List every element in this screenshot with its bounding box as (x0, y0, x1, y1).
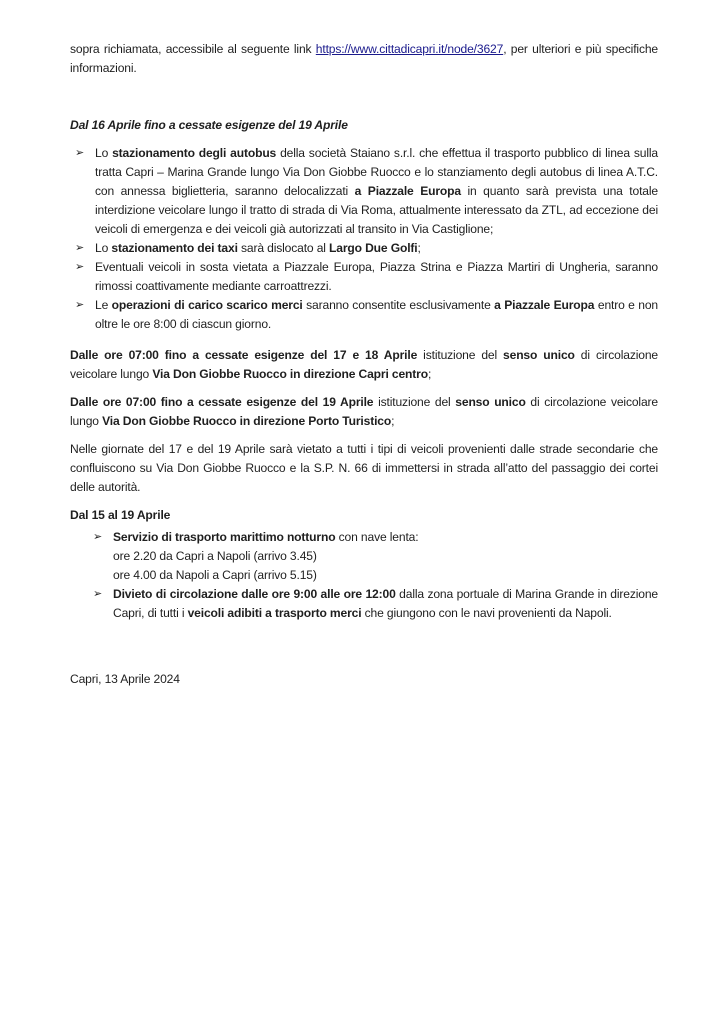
para-bold: senso unico (503, 348, 575, 362)
list-item-bus-parking (70, 144, 658, 239)
list-item-taxi-parking (70, 239, 658, 258)
item-text: Le (95, 298, 112, 312)
item-text: Lo (95, 241, 112, 255)
arrow-bullet-icon: ➢ (75, 261, 85, 273)
item-text: Eventuali veicoli in sosta vietata a Piazzale Europa, Piazza Strina e Piazza Martiri di Ungheria, saranno rimossi coattivamente mediante carroattrezzi. (95, 260, 658, 293)
item-text: ; (417, 241, 421, 255)
para-text: di circolazione veicolare lungo (70, 348, 658, 381)
para-text: ; (391, 414, 395, 428)
section-heading-16-19-april: Dal 16 Aprile fino a cessate esigenze del 19 Aprile (70, 118, 348, 132)
para-bold: Via Don Giobbe Ruocco in direzione Capri centro (152, 367, 428, 381)
item-bold: stazionamento degli autobus (112, 146, 277, 160)
intro-paragraph (70, 40, 658, 78)
para-text: ; (427, 367, 432, 381)
para-bold: senso unico (455, 395, 526, 409)
item-bold: stazionamento dei taxi (111, 241, 238, 255)
item-text: in quanto sarà prevista una totale interdizione veicolare lungo il tratto di strada di Via Roma, attualmente interessato da ZTL, ad eccezione dei veicoli di emergenza e dei veicoli già autorizzati al transito in Via Castiglione; (95, 184, 658, 236)
item-text: con nave lenta: (335, 530, 419, 544)
arrow-bullet-icon: ➢ (75, 147, 85, 159)
list-item-freight-ban (88, 585, 658, 623)
info-link[interactable]: https://www.cittadicapri.it/node/3627 (315, 42, 504, 56)
list-item-loading-operations (70, 296, 658, 334)
para-text: di circolazione veicolare lungo (70, 395, 658, 428)
one-way-17-18-paragraph (70, 346, 658, 384)
para-bold: Via Don Giobbe Ruocco in direzione Porto Turistico (102, 414, 392, 428)
item-text: che giungono con le navi provenienti da Napoli. (361, 606, 612, 620)
item-bold: a Piazzale Europa (494, 298, 595, 312)
arrow-bullet-icon: ➢ (93, 588, 103, 600)
document-page (70, 40, 658, 689)
arrow-bullet-icon: ➢ (75, 299, 85, 311)
item-text: dalla zona portuale di Marina Grande in direzione Capri, di tutti i (113, 587, 658, 620)
para-text: istituzione del (417, 348, 504, 362)
arrow-bullet-icon: ➢ (75, 242, 85, 254)
one-way-19-paragraph (70, 393, 658, 431)
para-text: istituzione del (373, 395, 456, 409)
item-bold: Largo Due Golfi (329, 241, 418, 255)
para-bold: Dalle ore 07:00 fino a cessate esigenze del 19 Aprile (70, 395, 374, 409)
section1-list (70, 144, 658, 334)
item-text: entro e non oltre le ore 8:00 di ciascun giorno. (95, 298, 658, 331)
item-text: saranno consentite esclusivamente (302, 298, 495, 312)
list-item-night-ferry (88, 528, 658, 585)
item-text: della società Staiano s.r.l. che effettua il trasporto pubblico di linea sulla tratta Capri – Marina Grande lungo Via Don Giobbe Ruocco e lo stanziamento degli autobus di linea A.T.C. con annessa biglietteria, saranno delocalizzati (95, 146, 658, 198)
arrow-bullet-icon: ➢ (93, 531, 103, 543)
item-text: sarà dislocato al (237, 241, 330, 255)
para-bold: Dalle ore 07:00 fino a cessate esigenze del 17 e 18 Aprile (70, 348, 418, 362)
item-bold: Servizio di trasporto marittimo notturno (113, 530, 336, 544)
intro-text: sopra richiamata, accessibile al seguente link (70, 42, 316, 56)
item-bold: operazioni di carico scarico merci (111, 298, 303, 312)
side-streets-paragraph: Nelle giornate del 17 e del 19 Aprile sarà vietato a tutti i tipi di veicoli provenienti dalle strade secondarie che confluiscono su Via Don Giobbe Ruocco e la S.P. N. 66 di immettersi in strada all’atto del passaggio dei cortei delle autorità. (70, 442, 658, 494)
list-item-towing (70, 258, 658, 296)
item-bold: Divieto di circolazione dalle ore 9:00 alle ore 12:00 (113, 587, 396, 601)
item-text: Lo (95, 146, 113, 160)
section-heading-15-19-april: Dal 15 al 19 Aprile (70, 508, 171, 522)
document-date: Capri, 13 Aprile 2024 (70, 672, 180, 686)
ferry-schedule-line: ore 4.00 da Napoli a Capri (arrivo 5.15) (113, 568, 317, 582)
item-bold: veicoli adibiti a trasporto merci (187, 606, 362, 620)
intro-text-end: , per ulteriori e più specifiche informazioni. (70, 42, 658, 75)
ferry-schedule-line: ore 2.20 da Capri a Napoli (arrivo 3.45) (113, 549, 317, 563)
section2-list (88, 528, 658, 623)
item-bold: a Piazzale Europa (354, 184, 461, 198)
